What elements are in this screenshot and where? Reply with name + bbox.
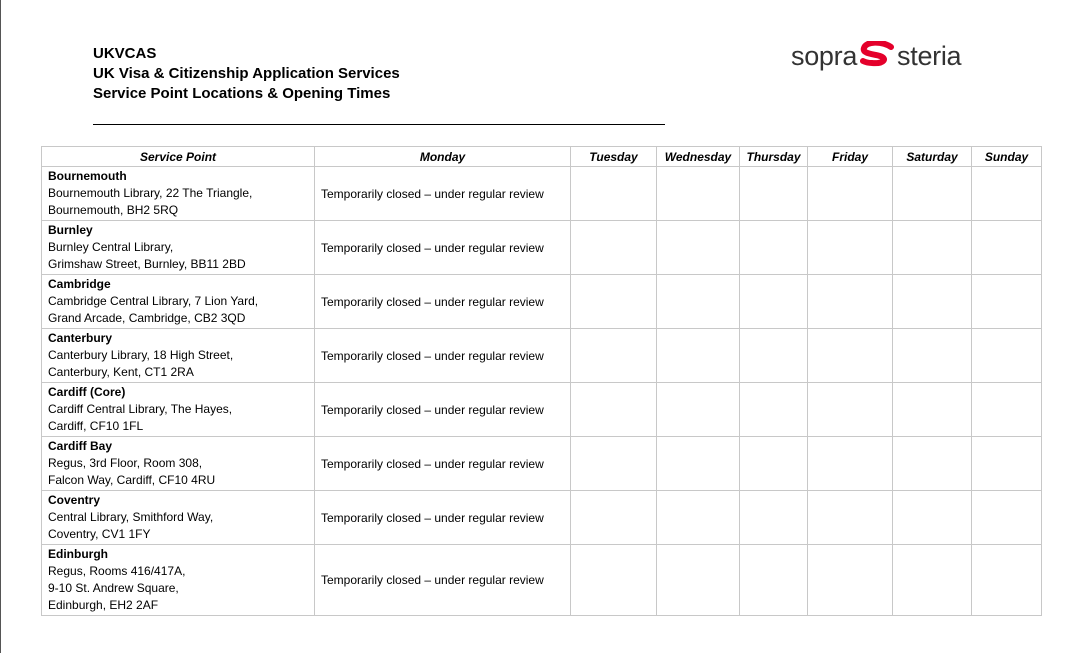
service-point-address: Edinburgh, EH2 2AF bbox=[48, 598, 159, 612]
saturday-cell bbox=[893, 437, 972, 491]
sunday-cell bbox=[972, 545, 1042, 616]
service-point-cell bbox=[42, 491, 315, 545]
friday-cell bbox=[808, 383, 893, 437]
saturday-cell bbox=[893, 329, 972, 383]
logo-word-left: sopra bbox=[791, 40, 858, 71]
table-row bbox=[42, 221, 1042, 275]
col-header-tuesday: Tuesday bbox=[571, 147, 657, 167]
wednesday-cell bbox=[657, 491, 740, 545]
header-heading: Service Point Locations & Opening Times bbox=[93, 85, 391, 102]
col-header-wednesday: Wednesday bbox=[657, 147, 740, 167]
wednesday-cell bbox=[657, 383, 740, 437]
monday-cell: Temporarily closed – under regular review bbox=[315, 545, 571, 616]
service-point-address: Falcon Way, Cardiff, CF10 4RU bbox=[48, 473, 216, 487]
thursday-cell bbox=[740, 383, 808, 437]
service-point-name: Canterbury bbox=[48, 331, 113, 345]
tuesday-cell bbox=[571, 437, 657, 491]
monday-cell: Temporarily closed – under regular review bbox=[315, 275, 571, 329]
service-point-cell bbox=[42, 545, 315, 616]
friday-cell bbox=[808, 221, 893, 275]
col-header-monday: Monday bbox=[315, 147, 571, 167]
monday-cell: Temporarily closed – under regular review bbox=[315, 491, 571, 545]
tuesday-cell bbox=[571, 383, 657, 437]
table-row bbox=[42, 329, 1042, 383]
col-header-thursday: Thursday bbox=[740, 147, 808, 167]
thursday-cell bbox=[740, 545, 808, 616]
saturday-cell bbox=[893, 275, 972, 329]
saturday-cell bbox=[893, 221, 972, 275]
wednesday-cell bbox=[657, 167, 740, 221]
table-row bbox=[42, 545, 1042, 616]
thursday-cell bbox=[740, 491, 808, 545]
tuesday-cell bbox=[571, 275, 657, 329]
friday-cell bbox=[808, 167, 893, 221]
col-header-friday: Friday bbox=[808, 147, 893, 167]
table-row bbox=[42, 491, 1042, 545]
service-point-name: Cardiff Bay bbox=[48, 439, 113, 453]
service-point-address: Cardiff, CF10 1FL bbox=[48, 419, 144, 433]
table-row bbox=[42, 167, 1042, 221]
col-header-saturday: Saturday bbox=[893, 147, 972, 167]
service-point-cell bbox=[42, 221, 315, 275]
service-point-name: Coventry bbox=[48, 493, 101, 507]
wednesday-cell bbox=[657, 437, 740, 491]
sopra-steria-logo bbox=[791, 38, 961, 74]
logo-mark-icon bbox=[860, 41, 894, 71]
friday-cell bbox=[808, 545, 893, 616]
friday-cell bbox=[808, 275, 893, 329]
service-point-table bbox=[41, 146, 1042, 616]
sunday-cell bbox=[972, 167, 1042, 221]
document-header bbox=[93, 44, 400, 104]
service-point-cell bbox=[42, 167, 315, 221]
sunday-cell bbox=[972, 329, 1042, 383]
wednesday-cell bbox=[657, 329, 740, 383]
saturday-cell bbox=[893, 167, 972, 221]
saturday-cell bbox=[893, 491, 972, 545]
service-point-address: Bournemouth, BH2 5RQ bbox=[48, 203, 179, 217]
monday-cell: Temporarily closed – under regular review bbox=[315, 221, 571, 275]
saturday-cell bbox=[893, 545, 972, 616]
table-header-row bbox=[42, 147, 1042, 167]
thursday-cell bbox=[740, 329, 808, 383]
table-row bbox=[42, 383, 1042, 437]
wednesday-cell bbox=[657, 545, 740, 616]
service-point-address: 9-10 St. Andrew Square, bbox=[48, 581, 179, 595]
wednesday-cell bbox=[657, 221, 740, 275]
thursday-cell bbox=[740, 167, 808, 221]
service-point-address: Burnley Central Library, bbox=[48, 240, 174, 254]
sunday-cell bbox=[972, 491, 1042, 545]
sunday-cell bbox=[972, 437, 1042, 491]
table-row bbox=[42, 437, 1042, 491]
service-point-cell bbox=[42, 275, 315, 329]
service-point-name: Edinburgh bbox=[48, 547, 108, 561]
monday-cell: Temporarily closed – under regular review bbox=[315, 329, 571, 383]
col-header-service-point: Service Point bbox=[42, 147, 315, 167]
thursday-cell bbox=[740, 221, 808, 275]
service-point-address: Central Library, Smithford Way, bbox=[48, 510, 214, 524]
friday-cell bbox=[808, 437, 893, 491]
service-point-address: Regus, 3rd Floor, Room 308, bbox=[48, 456, 203, 470]
service-point-address: Bournemouth Library, 22 The Triangle, bbox=[48, 186, 253, 200]
table-row bbox=[42, 275, 1042, 329]
wednesday-cell bbox=[657, 275, 740, 329]
sunday-cell bbox=[972, 383, 1042, 437]
tuesday-cell bbox=[571, 221, 657, 275]
monday-cell: Temporarily closed – under regular review bbox=[315, 167, 571, 221]
logo-word-right: steria bbox=[897, 40, 962, 71]
page-left-border bbox=[0, 0, 1, 653]
header-title: UKVCAS bbox=[93, 45, 157, 62]
thursday-cell bbox=[740, 275, 808, 329]
header-subtitle: UK Visa & Citizenship Application Services bbox=[93, 65, 400, 82]
service-point-address: Coventry, CV1 1FY bbox=[48, 527, 151, 541]
tuesday-cell bbox=[571, 545, 657, 616]
sunday-cell bbox=[972, 275, 1042, 329]
col-header-sunday: Sunday bbox=[972, 147, 1042, 167]
service-point-cell bbox=[42, 437, 315, 491]
header-underline bbox=[93, 124, 665, 125]
monday-cell: Temporarily closed – under regular review bbox=[315, 383, 571, 437]
thursday-cell bbox=[740, 437, 808, 491]
monday-cell: Temporarily closed – under regular review bbox=[315, 437, 571, 491]
friday-cell bbox=[808, 491, 893, 545]
service-point-cell bbox=[42, 383, 315, 437]
service-point-address: Grand Arcade, Cambridge, CB2 3QD bbox=[48, 311, 246, 325]
service-point-address: Regus, Rooms 416/417A, bbox=[48, 564, 186, 578]
service-point-name: Cambridge bbox=[48, 277, 111, 291]
tuesday-cell bbox=[571, 329, 657, 383]
service-point-address: Canterbury, Kent, CT1 2RA bbox=[48, 365, 194, 379]
tuesday-cell bbox=[571, 167, 657, 221]
service-point-name: Cardiff (Core) bbox=[48, 385, 126, 399]
service-point-address: Grimshaw Street, Burnley, BB11 2BD bbox=[48, 257, 246, 271]
service-point-address: Cardiff Central Library, The Hayes, bbox=[48, 402, 233, 416]
service-point-address: Canterbury Library, 18 High Street, bbox=[48, 348, 234, 362]
friday-cell bbox=[808, 329, 893, 383]
service-point-name: Bournemouth bbox=[48, 169, 127, 183]
saturday-cell bbox=[893, 383, 972, 437]
service-point-name: Burnley bbox=[48, 223, 93, 237]
tuesday-cell bbox=[571, 491, 657, 545]
service-point-cell bbox=[42, 329, 315, 383]
sunday-cell bbox=[972, 221, 1042, 275]
service-point-address: Cambridge Central Library, 7 Lion Yard, bbox=[48, 294, 259, 308]
